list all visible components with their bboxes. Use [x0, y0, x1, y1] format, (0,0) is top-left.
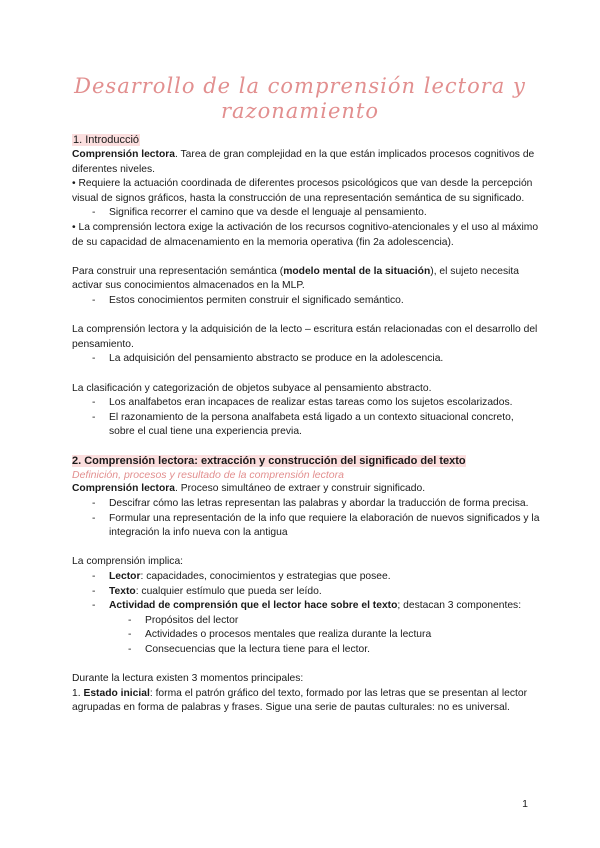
paragraph: La comprensión implica:	[72, 556, 184, 568]
paragraph: Comprensión lectora. Proceso simultáneo de extraer y construir significado.	[72, 483, 426, 495]
paragraph: La clasificación y categorización de objetos subyace al pensamiento abstracto.	[72, 382, 432, 394]
document-body	[72, 133, 542, 716]
dash-list	[72, 570, 542, 614]
page-number: 1	[522, 798, 528, 810]
paragraph: Durante la lectura existen 3 momentos principales:	[72, 673, 304, 685]
section-2-heading: 2. Comprensión lectora: extracción y construcción del significado del texto	[72, 455, 466, 468]
list-item: - Formular una representación de la info que requiere la elaboración de nuevos significados y la integración la info nueva con la antigua	[92, 512, 542, 541]
paragraph: La comprensión lectora y la adquisición de la lecto – escritura están relacionadas con el desarrollo del pensamiento.	[72, 324, 538, 350]
section-2-subheading: Definición, procesos y resultado de la comprensión lectora	[72, 469, 344, 482]
section-1-heading: 1. Introducció	[73, 134, 140, 146]
bullet-paragraph: • Requiere la actuación coordinada de diferentes procesos psicológicos que van desde la percepción visual de signos gráficos, hasta la construcción de una representación semántica de su significado.	[72, 178, 533, 204]
list-item: - Descifrar cómo las letras representan las palabras y abordar la traducción de forma precisa.	[92, 497, 542, 512]
nested-dash-list	[72, 614, 542, 658]
list-item: - Consecuencias que la lectura tiene para el lector.	[128, 643, 542, 658]
dash-list	[72, 206, 542, 221]
dash-list	[72, 294, 542, 309]
dash-list	[72, 352, 542, 367]
list-item: - La adquisición del pensamiento abstracto se produce en la adolescencia.	[92, 352, 542, 367]
dash-list	[72, 396, 542, 440]
dash-list	[72, 497, 542, 541]
list-item: - Significa recorrer el camino que va desde el lenguaje al pensamiento.	[92, 206, 542, 221]
paragraph: 1. Estado inicial: forma el patrón gráfico del texto, formado por las letras que se presentan al lector agrupadas en forma de palabras y frases. Sigue una serie de pautas culturales: no es universal.	[72, 687, 528, 714]
paragraph: Para construir una representación semántica (modelo mental de la situación), el sujeto necesita activar sus conocimientos almacenados en la MLP.	[72, 265, 519, 292]
list-item: - El razonamiento de la persona analfabeta está ligado a un contexto situacional concreto, sobre el cual tiene una experiencia previa.	[92, 411, 542, 440]
list-item: - Los analfabetos eran incapaces de realizar estas tareas como los sujetos escolarizados.	[92, 396, 542, 411]
document-title: Desarrollo de la comprensión lectora y razonamiento	[74, 74, 526, 123]
bullet-paragraph: • La comprensión lectora exige la activación de los recursos cognitivo-atencionales y el uso al máximo de su capacidad de almacenamiento en la memoria operativa (fin 2a adolescencia).	[72, 221, 539, 248]
list-item: - Texto: cualquier estímulo que pueda ser leído.	[92, 585, 542, 600]
list-item: - Propósitos del lector	[128, 614, 542, 629]
list-item: - Estos conocimientos permiten construir el significado semántico.	[92, 294, 542, 309]
list-item: - Lector: capacidades, conocimientos y estrategias que posee.	[92, 570, 542, 585]
list-item: - Actividad de comprensión que el lector hace sobre el texto; destacan 3 componentes:	[92, 599, 542, 614]
list-item: - Actividades o procesos mentales que realiza durante la lectura	[128, 628, 542, 643]
paragraph: Comprensión lectora. Tarea de gran complejidad en la que están implicados procesos cognitivos de diferentes niveles.	[72, 149, 535, 175]
